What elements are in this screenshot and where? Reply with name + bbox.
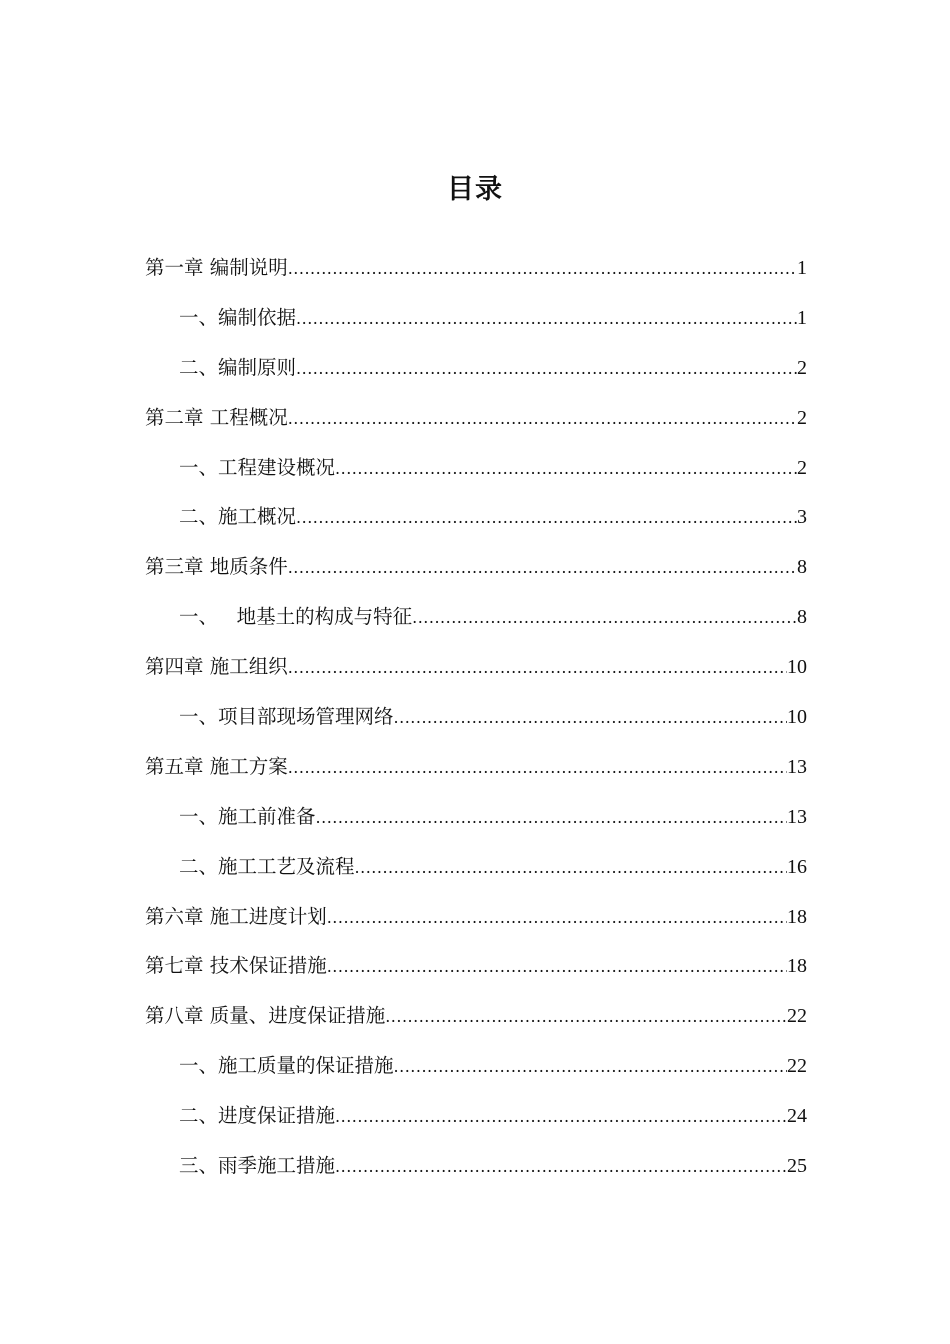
toc-page-number: 18	[787, 905, 807, 928]
toc-page-number: 16	[787, 855, 807, 878]
toc-dot-leader	[296, 299, 797, 339]
toc-dot-leader	[288, 399, 797, 439]
toc-entry-label: 一、项目部现场管理网络	[179, 705, 394, 729]
toc-dot-leader	[288, 548, 797, 588]
toc-entry-label: 一、编制依据	[179, 305, 297, 329]
toc-dot-leader	[394, 698, 787, 738]
toc-entry-chapter[interactable]	[145, 747, 807, 797]
toc-entry-chapter[interactable]	[145, 547, 807, 597]
toc-page-number: 10	[787, 706, 807, 729]
toc-entry-label: 第四章 施工组织	[145, 655, 288, 679]
toc-entry-label: 三、雨季施工措施	[179, 1154, 336, 1178]
toc-list	[145, 248, 807, 1196]
toc-dot-leader	[355, 848, 787, 888]
toc-entry-chapter[interactable]	[145, 647, 807, 697]
toc-entry-label: 第六章 施工进度计划	[145, 904, 327, 928]
toc-dot-leader	[394, 1047, 787, 1087]
toc-dot-leader	[335, 1147, 787, 1187]
toc-entry-label: 二、施工概况	[179, 505, 297, 529]
toc-dot-leader	[327, 898, 787, 938]
toc-entry-label: 第七章 技术保证措施	[145, 954, 327, 978]
toc-entry-label: 第一章 编制说明	[145, 256, 288, 279]
toc-dot-leader	[335, 449, 797, 489]
toc-dot-leader	[327, 947, 787, 987]
toc-entry-section[interactable]	[145, 1096, 807, 1146]
toc-entry-section[interactable]	[145, 797, 807, 847]
toc-entry-label: 一、施工前准备	[179, 804, 316, 828]
toc-page-number: 8	[797, 606, 807, 629]
toc-dot-leader	[288, 249, 797, 289]
toc-entry-section[interactable]	[145, 348, 807, 398]
toc-entry-chapter[interactable]	[145, 398, 807, 448]
toc-entry-label: 一、工程建设概况	[179, 455, 336, 479]
toc-page-number: 22	[787, 1055, 807, 1078]
toc-entry-section[interactable]	[145, 847, 807, 897]
toc-entry-section[interactable]	[145, 1046, 807, 1096]
toc-page-number: 8	[797, 556, 807, 579]
toc-page-number: 2	[797, 406, 807, 429]
toc-page-number: 3	[797, 506, 807, 529]
toc-entry-chapter[interactable]	[145, 946, 807, 996]
toc-entry-section[interactable]	[145, 1146, 807, 1196]
toc-title: 目录	[447, 174, 503, 205]
toc-dot-leader	[288, 748, 787, 788]
toc-page-number: 13	[787, 755, 807, 778]
toc-entry-label: 一、 地基土的构成与特征	[179, 605, 413, 629]
toc-entry-label: 二、施工工艺及流程	[179, 854, 355, 878]
toc-entry-section[interactable]	[145, 298, 807, 348]
toc-entry-label: 二、编制原则	[179, 355, 297, 379]
toc-dot-leader	[335, 1097, 787, 1137]
toc-page-number: 2	[797, 456, 807, 479]
toc-dot-leader	[296, 349, 797, 389]
toc-dot-leader	[296, 498, 797, 538]
toc-page-number: 25	[787, 1155, 807, 1178]
toc-dot-leader	[316, 798, 787, 838]
toc-entry-chapter[interactable]	[145, 897, 807, 947]
toc-entry-section[interactable]	[145, 697, 807, 747]
toc-page-number: 22	[787, 1005, 807, 1028]
toc-dot-leader	[412, 598, 797, 638]
toc-page-number: 1	[797, 306, 807, 329]
toc-entry-chapter[interactable]	[145, 248, 807, 298]
toc-entry-section[interactable]	[145, 597, 807, 647]
toc-entry-label: 第八章 质量、进度保证措施	[145, 1004, 386, 1028]
toc-dot-leader	[288, 648, 787, 688]
toc-entry-chapter[interactable]	[145, 996, 807, 1046]
toc-page-number: 1	[797, 257, 807, 279]
toc-dot-leader	[385, 997, 787, 1037]
toc-entry-section[interactable]	[145, 448, 807, 498]
toc-entry-label: 第二章 工程概况	[145, 405, 288, 429]
toc-page-number: 10	[787, 656, 807, 679]
toc-page-number: 13	[787, 805, 807, 828]
toc-entry-label: 一、施工质量的保证措施	[179, 1054, 394, 1078]
toc-page-number: 24	[787, 1105, 807, 1128]
toc-entry-section[interactable]	[145, 497, 807, 547]
toc-page-number: 18	[787, 955, 807, 978]
toc-entry-label: 二、进度保证措施	[179, 1104, 336, 1128]
toc-entry-label: 第五章 施工方案	[145, 754, 288, 778]
toc-page-number: 2	[797, 356, 807, 379]
toc-entry-label: 第三章 地质条件	[145, 555, 288, 579]
